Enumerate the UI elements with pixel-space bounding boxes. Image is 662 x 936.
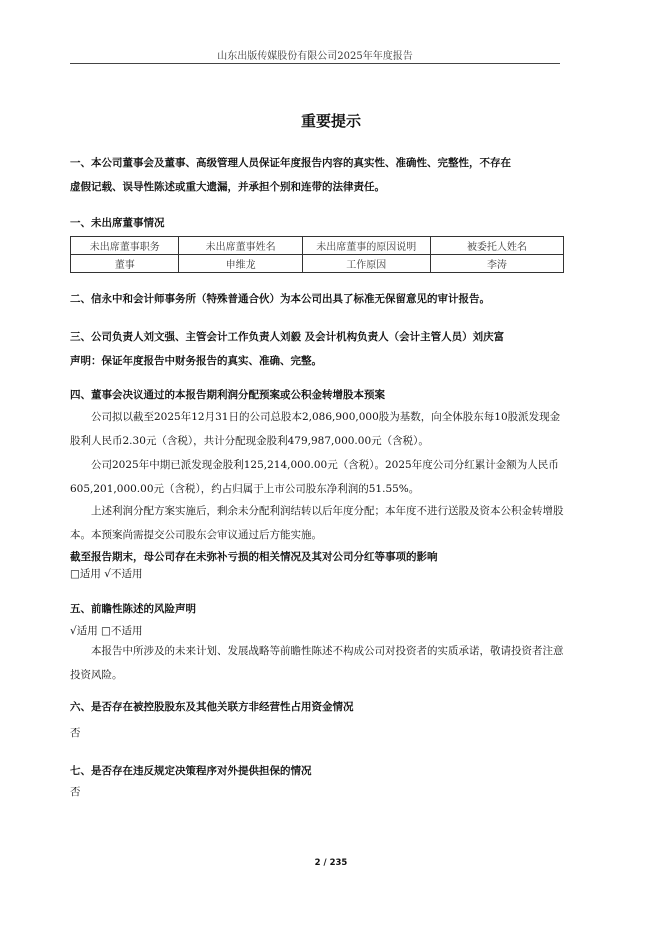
section-4-paragraph-3: 上述利润分配方案实施后，剩余未分配利润结转以后年度分配；本年度不进行送股及资本公积金转增股本。本预案尚需提交公司股东会审议通过后方能实施。 bbox=[70, 505, 564, 541]
page-number: 2 / 235 bbox=[314, 858, 348, 868]
section-6-heading: 六、是否存在被控股股东及其他关联方非经营性占用资金情况 bbox=[70, 701, 354, 713]
header-divider bbox=[70, 63, 560, 64]
table-cell: 李涛 bbox=[430, 255, 563, 273]
table-header-row bbox=[71, 237, 564, 255]
section-4-heading: 四、董事会决议通过的本报告期利润分配预案或公积金转增股本预案 bbox=[70, 389, 385, 401]
table-header-cell: 未出席董事姓名 bbox=[179, 237, 302, 255]
table-cell: 董事 bbox=[71, 255, 179, 273]
section-1-line-1: 一、本公司董事会及董事、高级管理人员保证年度报告内容的真实性、准确性、完整性，不存在 bbox=[70, 157, 511, 169]
section-6-answer: 否 bbox=[70, 727, 81, 739]
section-2-text: 二、信永中和会计师事务所（特殊普通合伙）为本公司出具了标准无保留意见的审计报告。 bbox=[70, 293, 490, 305]
absent-directors-table bbox=[70, 236, 564, 273]
table-row bbox=[71, 255, 564, 273]
absent-directors-heading: 一、未出席董事情况 bbox=[70, 217, 165, 229]
section-4-paragraph-2: 公司2025年中期已派发现金股利125,214,000.00元（含税）。2025年度公司分红累计金额为人民币605,201,000.00元（含税），约占归属于上市公司股东净利润的51.55%。 bbox=[70, 459, 559, 495]
loss-options: □适用 √不适用 bbox=[70, 568, 143, 580]
loss-heading: 截至报告期末，母公司存在未弥补亏损的相关情况及其对公司分红等事项的影响 bbox=[70, 551, 438, 563]
section-7-heading: 七、是否存在违反规定决策程序对外提供担保的情况 bbox=[70, 765, 312, 777]
section-7-answer: 否 bbox=[70, 786, 81, 798]
table-cell: 申维龙 bbox=[179, 255, 302, 273]
section-3-line-2: 声明：保证年度报告中财务报告的真实、准确、完整。 bbox=[70, 355, 322, 367]
table-header-cell: 未出席董事职务 bbox=[71, 237, 179, 255]
section-4-paragraph-1: 公司拟以截至2025年12月31日的公司总股本2,086,900,000股为基数，向全体股东每10股派发现金股利人民币2.30元（含税），共计分配现金股利479,987,000.00元（含税）。 bbox=[70, 411, 561, 447]
section-3-line-1: 三、公司负责人刘文强、主管会计工作负责人刘毅 及会计机构负责人（会计主管人员）刘庆富 bbox=[70, 331, 505, 343]
section-5-options: √适用 □不适用 bbox=[70, 625, 143, 637]
section-5-heading: 五、前瞻性陈述的风险声明 bbox=[70, 603, 196, 615]
table-cell: 工作原因 bbox=[302, 255, 430, 273]
section-1-line-2: 虚假记载、误导性陈述或重大遗漏，并承担个别和连带的法律责任。 bbox=[70, 181, 385, 193]
table-header-cell: 被委托人姓名 bbox=[430, 237, 563, 255]
page-title: 重要提示 bbox=[300, 112, 361, 130]
section-5-paragraph: 本报告中所涉及的未来计划、发展战略等前瞻性陈述不构成公司对投资者的实质承诺，敬请投资者注意投资风险。 bbox=[70, 645, 564, 681]
page-header: 山东出版传媒股份有限公司2025年年度报告 bbox=[217, 51, 413, 62]
table-header-cell: 未出席董事的原因说明 bbox=[302, 237, 430, 255]
